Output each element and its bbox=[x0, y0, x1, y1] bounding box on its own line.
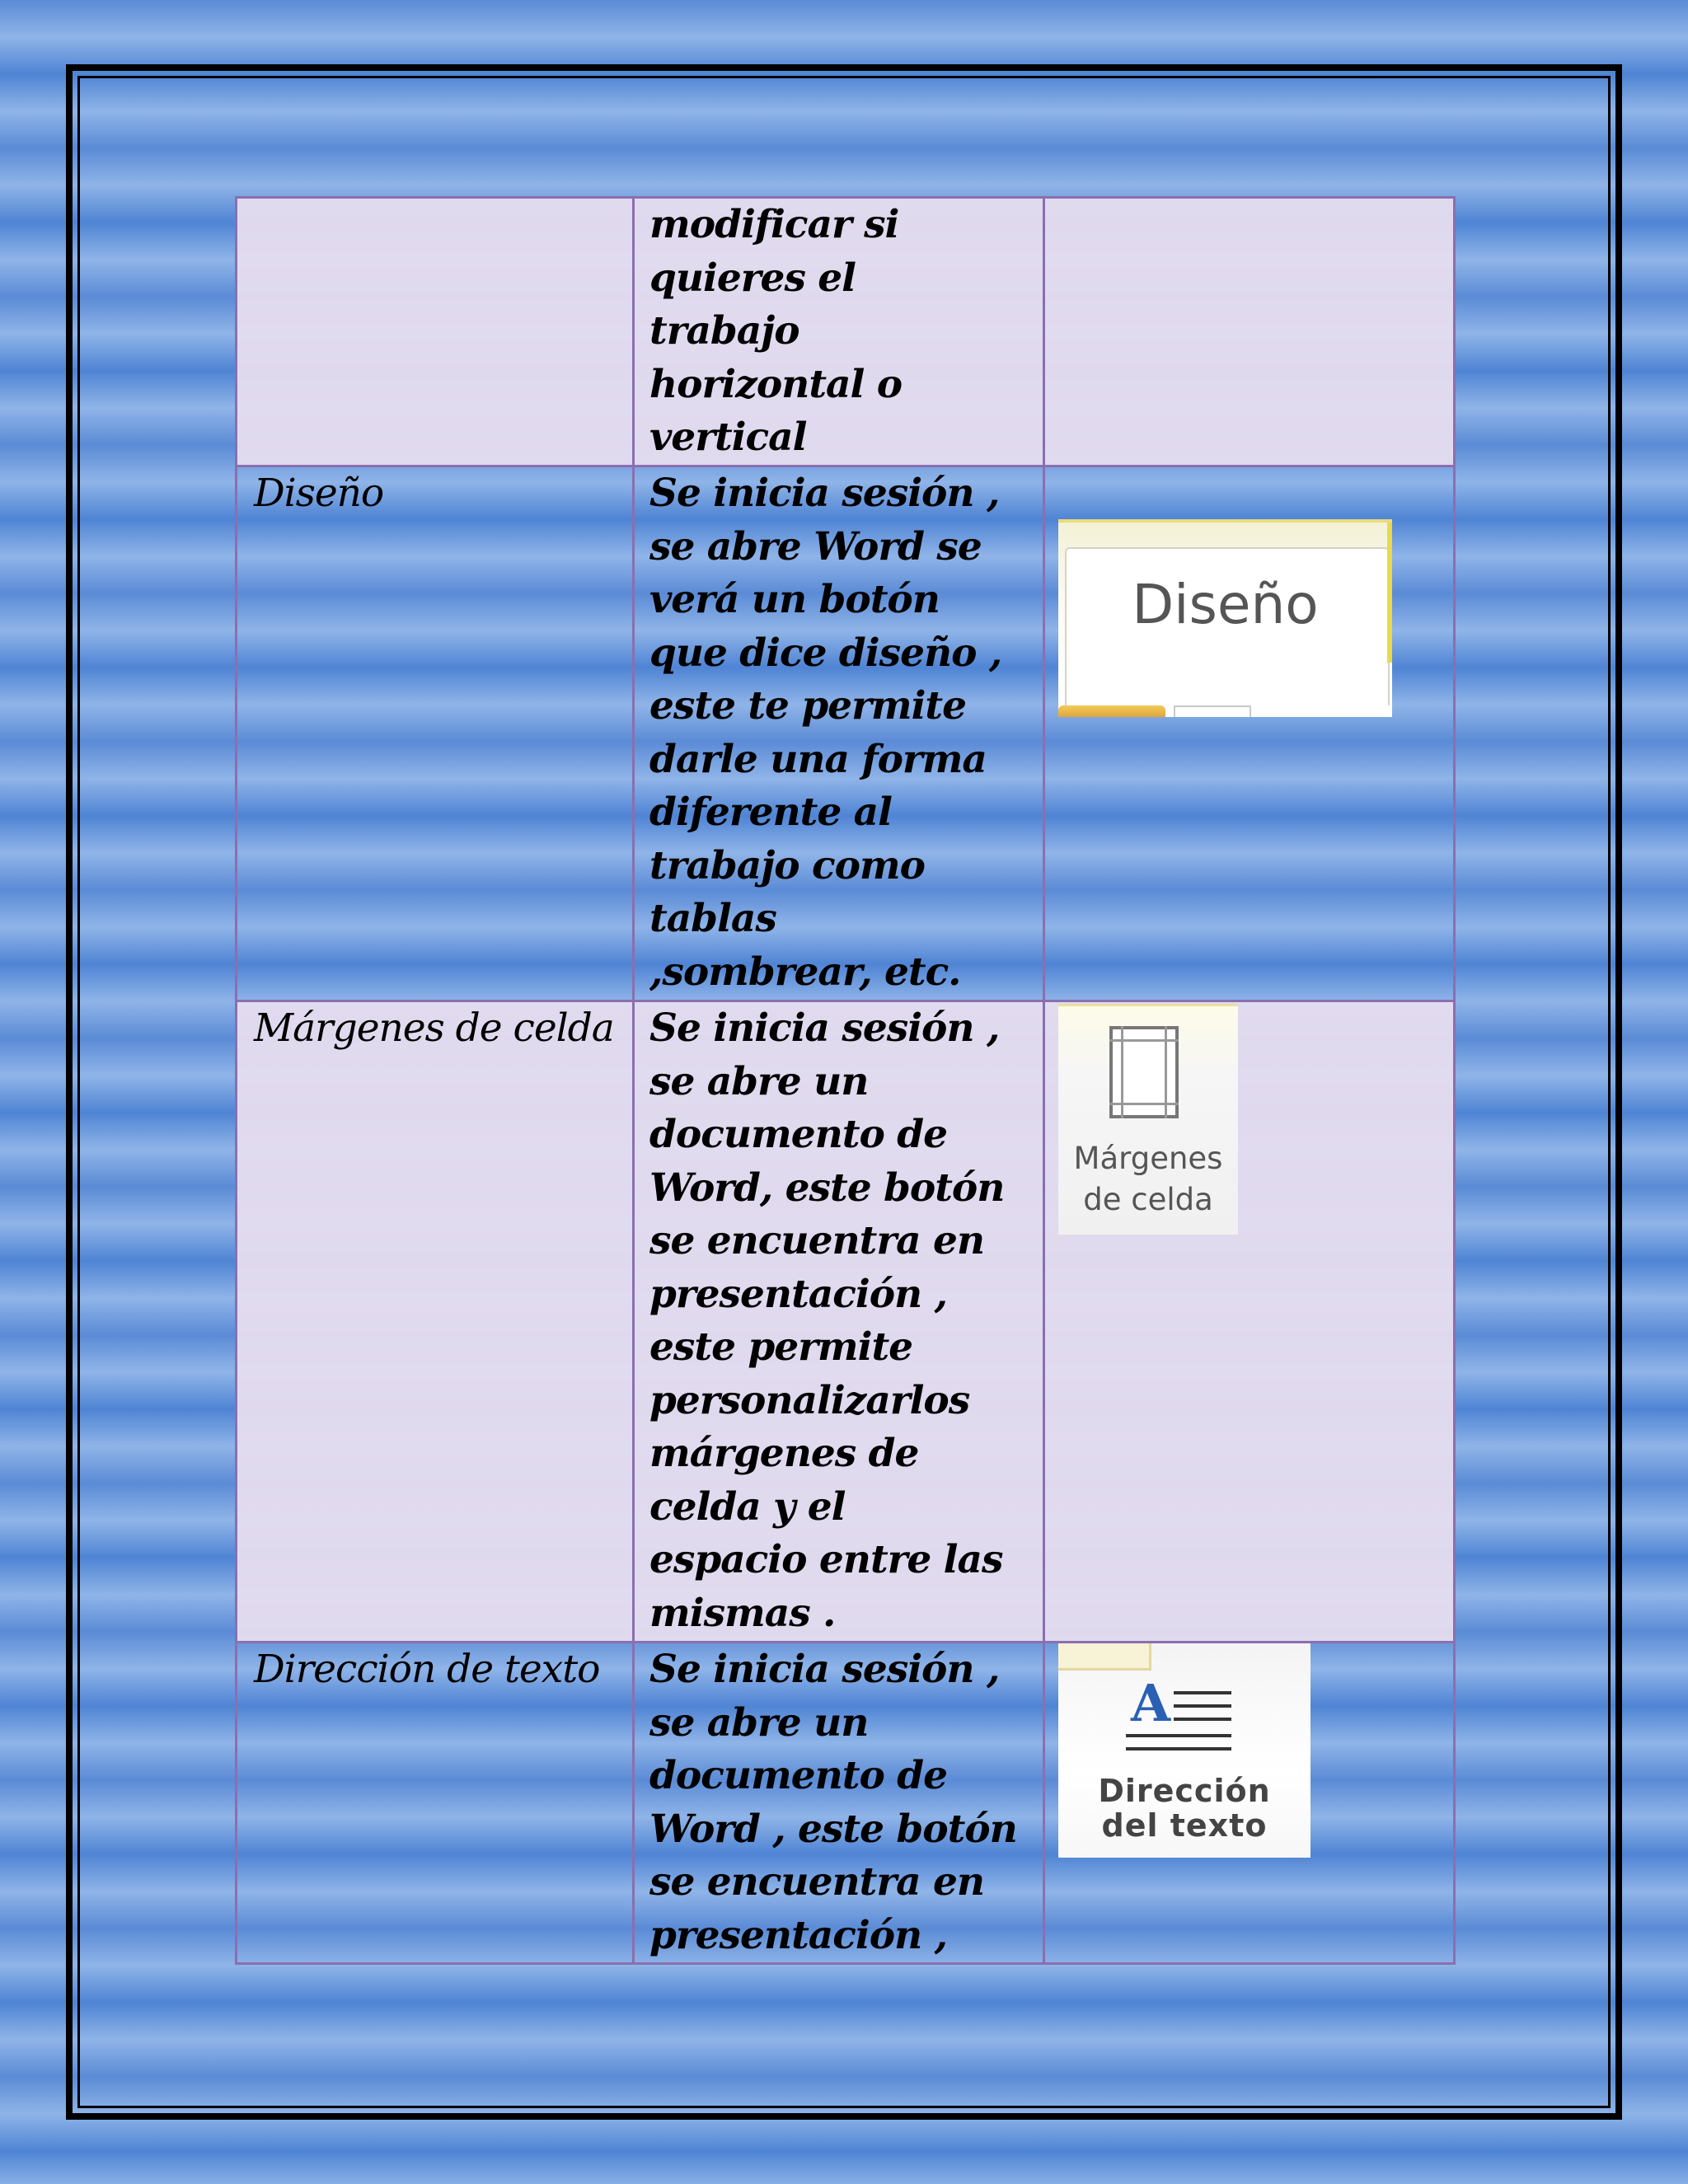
description-line: Word , este botón bbox=[649, 1806, 1017, 1852]
description-line: se abre Word se bbox=[649, 523, 982, 569]
description-line: se encuentra en bbox=[649, 1859, 985, 1905]
description-line: quieres el bbox=[649, 255, 856, 301]
text-direction-icon bbox=[1058, 1643, 1311, 1858]
feature-table bbox=[235, 196, 1456, 1965]
feature-description-cell bbox=[634, 198, 1044, 466]
diseno-tab-icon bbox=[1058, 519, 1392, 717]
description-line: celda y el bbox=[649, 1483, 846, 1530]
description-line: trabajo bbox=[649, 308, 799, 354]
description-line: se encuentra en bbox=[649, 1218, 985, 1263]
description-line: que dice diseño , bbox=[649, 630, 1002, 676]
description-line: márgenes de bbox=[649, 1431, 919, 1476]
cell-margins-label: Márgenes de celda bbox=[1073, 1141, 1223, 1217]
feature-image-cell bbox=[1044, 1001, 1455, 1643]
feature-image-cell bbox=[1044, 1643, 1455, 1964]
feature-name-cell: Márgenes de celda bbox=[237, 1001, 634, 1643]
feature-description-cell bbox=[634, 1643, 1044, 1964]
description-line: tablas bbox=[649, 896, 776, 941]
description-line: diferente al bbox=[649, 790, 892, 835]
table-row bbox=[237, 1643, 1455, 1964]
feature-name-cell: Dirección de texto bbox=[237, 1643, 634, 1964]
description-line: modificar si bbox=[649, 202, 899, 247]
description-line: darle una forma bbox=[649, 736, 987, 782]
page-margins-icon bbox=[1109, 1026, 1179, 1118]
description-line: se abre un bbox=[649, 1058, 869, 1104]
table-row bbox=[237, 1001, 1455, 1643]
letter-a-icon: A bbox=[1131, 1673, 1171, 1733]
table-row bbox=[237, 198, 1455, 466]
description-line: ,sombrear, etc. bbox=[649, 949, 961, 995]
description-line: documento de bbox=[649, 1753, 947, 1798]
description-line: personalizarlos bbox=[649, 1377, 970, 1423]
description-line: Se inicia sesión , bbox=[649, 1005, 1000, 1051]
diseno-tab-label: Diseño bbox=[1132, 573, 1319, 636]
description-line: este te permite bbox=[649, 683, 967, 729]
description-line: mismas . bbox=[649, 1590, 836, 1636]
table-row bbox=[237, 466, 1455, 1001]
description-line: trabajo como bbox=[649, 842, 926, 888]
description-line: Word, este botón bbox=[649, 1165, 1005, 1211]
description-line: presentación , bbox=[649, 1912, 947, 1958]
feature-image-cell bbox=[1044, 198, 1455, 466]
description-line: documento de bbox=[649, 1112, 947, 1157]
description-line: presentación , bbox=[649, 1271, 947, 1317]
description-line: Se inicia sesión , bbox=[649, 471, 1000, 516]
feature-description-cell bbox=[634, 466, 1044, 1001]
feature-name-cell: Diseño bbox=[237, 466, 634, 1001]
description-line: se abre un bbox=[649, 1699, 869, 1746]
description-line: espacio entre las bbox=[649, 1537, 1003, 1582]
feature-name-cell bbox=[237, 198, 634, 466]
feature-description-cell bbox=[634, 1001, 1044, 1643]
description-line: vertical bbox=[649, 415, 807, 460]
description-line: horizontal o bbox=[649, 361, 903, 407]
description-line: Se inicia sesión , bbox=[649, 1647, 1000, 1692]
text-direction-label: Dirección del texto bbox=[1098, 1773, 1271, 1844]
description-line: este permite bbox=[649, 1324, 913, 1370]
feature-image-cell bbox=[1044, 466, 1455, 1001]
description-line: verá un botón bbox=[649, 577, 940, 622]
cell-margins-icon bbox=[1058, 1004, 1238, 1235]
